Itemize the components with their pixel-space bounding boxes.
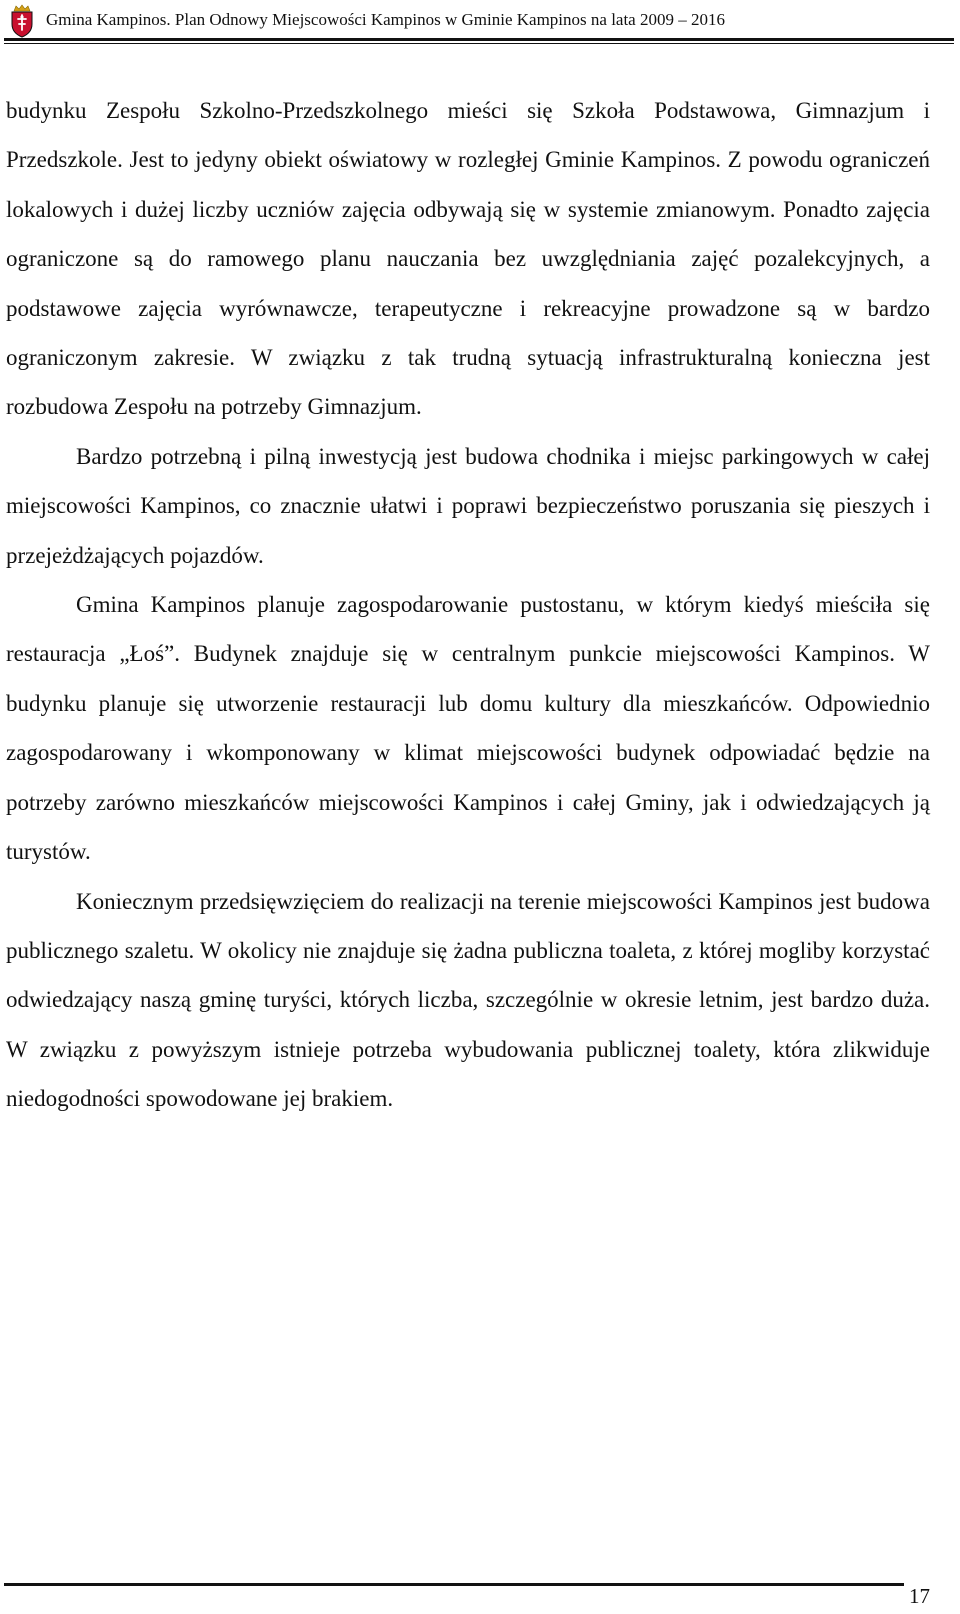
footer-divider (4, 1583, 904, 1586)
page-header (0, 0, 960, 44)
paragraph-restauracja: Gmina Kampinos planuje zagospodarowanie pustostanu, w którym kiedyś mieściła się restauracja „Łoś”. Budynek znajduje się w centralnym punkcie miejscowości Kampinos. W budynku planuje się utworzenie restauracji lub domu kultury dla mieszkańców. Odpowiednio zagospodarowany i wkomponowany w klimat miejscowości budynek odpowiadać będzie na potrzeby zarówno mieszkańców miejscowości Kampinos i całej Gminy, jak i odwiedzających ją turystów. (6, 592, 930, 865)
paragraph-continuation: budynku Zespołu Szkolno-Przedszkolnego mieści się Szkoła Podstawowa, Gimnazjum i Przedszkole. Jest to jedyny obiekt oświatowy w rozległej Gminie Kampinos. Z powodu ograniczeń lokalowych i dużej liczby uczniów zajęcia odbywają się w systemie zmianowym. Ponadto zajęcia ograniczone są do ramowego planu nauczania bez uwzględniania zajęć pozalekcyjnych, a podstawowe zajęcia wyrównawcze, terapeutyczne i rekreacyjne prowadzone są w bardzo ograniczonym zakresie. W związku z tak trudną sytuacją infrastrukturalną konieczna jest rozbudowa Zespołu na potrzeby Gimnazjum. (6, 98, 930, 420)
document-title: Gmina Kampinos. Plan Odnowy Miejscowości Kampinos w Gminie Kampinos na lata 2009 – 2016 (46, 10, 725, 29)
page-number: 17 (909, 1584, 930, 1608)
paragraph-szalet: Koniecznym przedsięwzięciem do realizacji na terenie miejscowości Kampinos jest budowa publicznego szaletu. W okolicy nie znajduje się żadna publiczna toaleta, z której mogliby korzystać odwiedzający naszą gminę turyści, których liczba, szczególnie w okresie letnim, jest bardzo duża. W związku z powyższym istnieje potrzeba wybudowania publicznej toalety, która zlikwiduje niedogodności spowodowane jej brakiem. (6, 888, 930, 1112)
coat-of-arms-icon (8, 4, 36, 38)
paragraph-chodnik: Bardzo potrzebną i pilną inwestycją jest budowa chodnika i miejsc parkingowych w całej miejscowości Kampinos, co znacznie ułatwi i poprawi bezpieczeństwo poruszania się pieszych i przejeżdżających pojazdów. (6, 443, 930, 568)
header-divider (4, 38, 954, 44)
document-body (6, 86, 930, 1124)
